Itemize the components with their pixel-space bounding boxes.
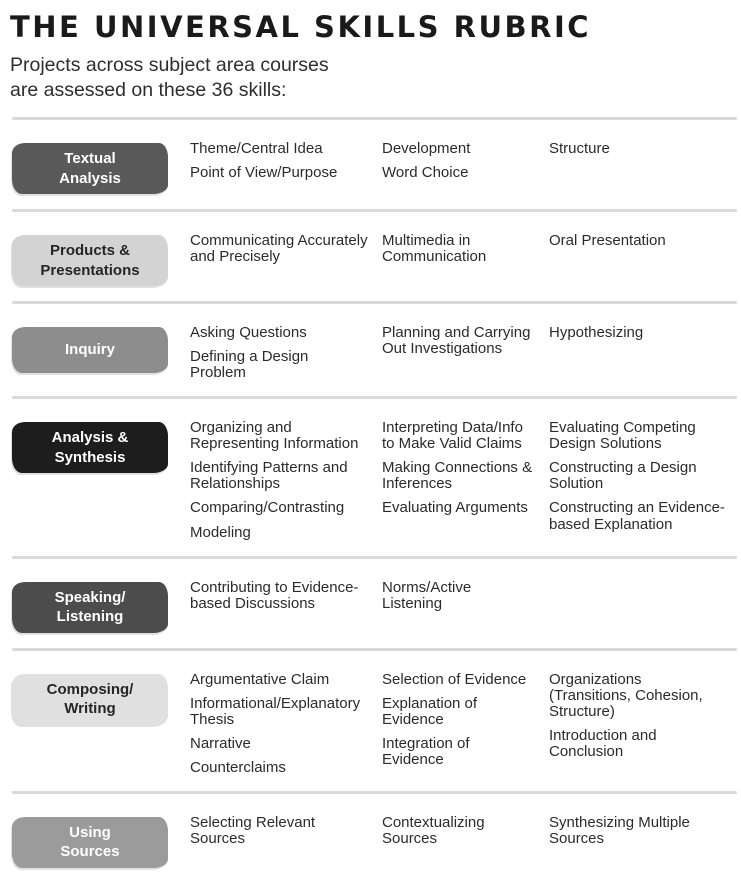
skill-item: Modeling xyxy=(190,523,251,541)
skill-item: Point of View/Purpose xyxy=(190,164,338,182)
skills-column-3 xyxy=(549,325,741,341)
skill-item: Evaluating Arguments xyxy=(382,499,528,517)
skills-column-3 xyxy=(549,141,741,157)
category-badge-speaking-listening xyxy=(12,582,168,633)
skill-item: Norms/Active Listening xyxy=(382,578,472,612)
skill-item: Counterclaims xyxy=(190,758,286,776)
subtitle-line-1: Projects across subject area courses xyxy=(10,54,329,76)
skill-item: Narrative xyxy=(190,734,251,752)
rubric-row-using-sources xyxy=(0,794,741,883)
rubric-row-inquiry xyxy=(0,304,741,396)
skill-item: Synthesizing Multiple Sources xyxy=(549,813,690,847)
category-badge-analysis-synthesis xyxy=(12,422,168,473)
skill-item: Introduction and Conclusion xyxy=(549,726,657,760)
page-subtitle xyxy=(10,53,741,102)
skill-item: Organizing and Representing Information xyxy=(190,419,359,453)
skill-item: Comparing/Contrasting xyxy=(190,499,345,517)
skill-item: Oral Presentation xyxy=(549,232,666,250)
category-label-line: Composing/ xyxy=(46,680,134,698)
skills-column-1 xyxy=(190,420,382,540)
category-badge-composing-writing xyxy=(12,674,168,725)
skill-item: Constructing a Design Solution xyxy=(549,459,697,493)
skill-item: Hypothesizing xyxy=(549,324,644,342)
category-label-line: Listening xyxy=(56,608,124,626)
category-label-line: Analysis xyxy=(59,169,121,187)
category-badge-textual-analysis xyxy=(12,143,168,194)
skills-column-1 xyxy=(190,141,382,181)
skill-item: Integration of Evidence xyxy=(382,734,470,768)
category-label-line: Presentations xyxy=(40,261,140,279)
category-label-line: Speaking/ xyxy=(54,588,126,606)
skills-column-1 xyxy=(190,325,382,381)
skill-item: Selection of Evidence xyxy=(382,670,527,688)
category-label-line: Analysis & xyxy=(51,429,129,447)
rubric-row-analysis-synthesis xyxy=(0,399,741,555)
skills-column-1 xyxy=(190,233,382,265)
category-label-line: Sources xyxy=(60,843,120,861)
category-label-line: Textual xyxy=(64,150,116,168)
skill-item: Interpreting Data/Info to Make Valid Claims xyxy=(382,419,523,453)
skill-item: Organizations (Transitions, Cohesion, Structure) xyxy=(549,670,703,720)
skills-column-1 xyxy=(190,672,382,776)
skill-item: Development xyxy=(382,140,471,158)
skill-item: Argumentative Claim xyxy=(190,670,330,688)
category-label-line: Writing xyxy=(64,700,116,718)
skill-item: Communicating Accurately and Precisely xyxy=(190,232,368,266)
skills-column-2 xyxy=(382,672,549,768)
skill-item: Informational/Explanatory Thesis xyxy=(190,694,361,728)
skills-column-2 xyxy=(382,815,549,847)
skill-item: Evaluating Competing Design Solutions xyxy=(549,419,696,453)
rubric-row-textual-analysis xyxy=(0,120,741,209)
skill-item: Identifying Patterns and Relationships xyxy=(190,459,348,493)
skill-item: Selecting Relevant Sources xyxy=(190,813,316,847)
skills-column-3 xyxy=(549,233,741,249)
category-label-line: Using xyxy=(69,823,111,841)
skill-item: Making Connections & Inferences xyxy=(382,459,533,493)
skill-item: Defining a Design Problem xyxy=(190,348,309,382)
skill-item: Word Choice xyxy=(382,164,469,182)
skills-column-2 xyxy=(382,420,549,516)
skill-item: Constructing an Evidence-based Explanation xyxy=(549,499,725,533)
rubric-row-speaking-listening xyxy=(0,559,741,648)
subtitle-line-2: are assessed on these 36 skills: xyxy=(10,78,287,101)
category-cell xyxy=(12,420,190,473)
category-cell xyxy=(12,580,190,633)
skill-item: Contributing to Evidence-based Discussions xyxy=(190,578,359,612)
page-title: THE UNIVERSAL SKILLS RUBRIC xyxy=(10,10,592,44)
category-badge-products-presentations xyxy=(12,235,168,286)
skills-column-3 xyxy=(549,420,741,532)
skills-column-2 xyxy=(382,141,549,181)
skills-column-3 xyxy=(549,672,741,760)
rubric-row-composing-writing xyxy=(0,651,741,791)
category-cell xyxy=(12,672,190,725)
category-label-line: Synthesis xyxy=(54,448,126,466)
skill-item: Asking Questions xyxy=(190,324,307,342)
skill-item: Structure xyxy=(549,140,610,158)
skill-item: Contextualizing Sources xyxy=(382,813,485,847)
category-cell xyxy=(12,815,190,868)
skills-column-2 xyxy=(382,580,549,612)
skill-item: Explanation of Evidence xyxy=(382,694,478,728)
category-label-line: Inquiry xyxy=(64,341,115,359)
category-label-line: Products & xyxy=(49,242,130,260)
skills-column-2 xyxy=(382,325,549,357)
category-cell xyxy=(12,325,190,373)
category-badge-using-sources xyxy=(12,817,168,868)
skills-column-3 xyxy=(549,815,741,847)
skill-item: Theme/Central Idea xyxy=(190,140,323,158)
skills-column-2 xyxy=(382,233,549,265)
category-cell xyxy=(12,233,190,286)
rubric-table xyxy=(0,117,741,883)
category-cell xyxy=(12,141,190,194)
skills-column-1 xyxy=(190,580,382,612)
rubric-row-products-presentations xyxy=(0,212,741,301)
skill-item: Planning and Carrying Out Investigations xyxy=(382,324,531,358)
skills-column-1 xyxy=(190,815,382,847)
category-badge-inquiry xyxy=(12,327,168,373)
skill-item: Multimedia in Communication xyxy=(382,232,487,266)
